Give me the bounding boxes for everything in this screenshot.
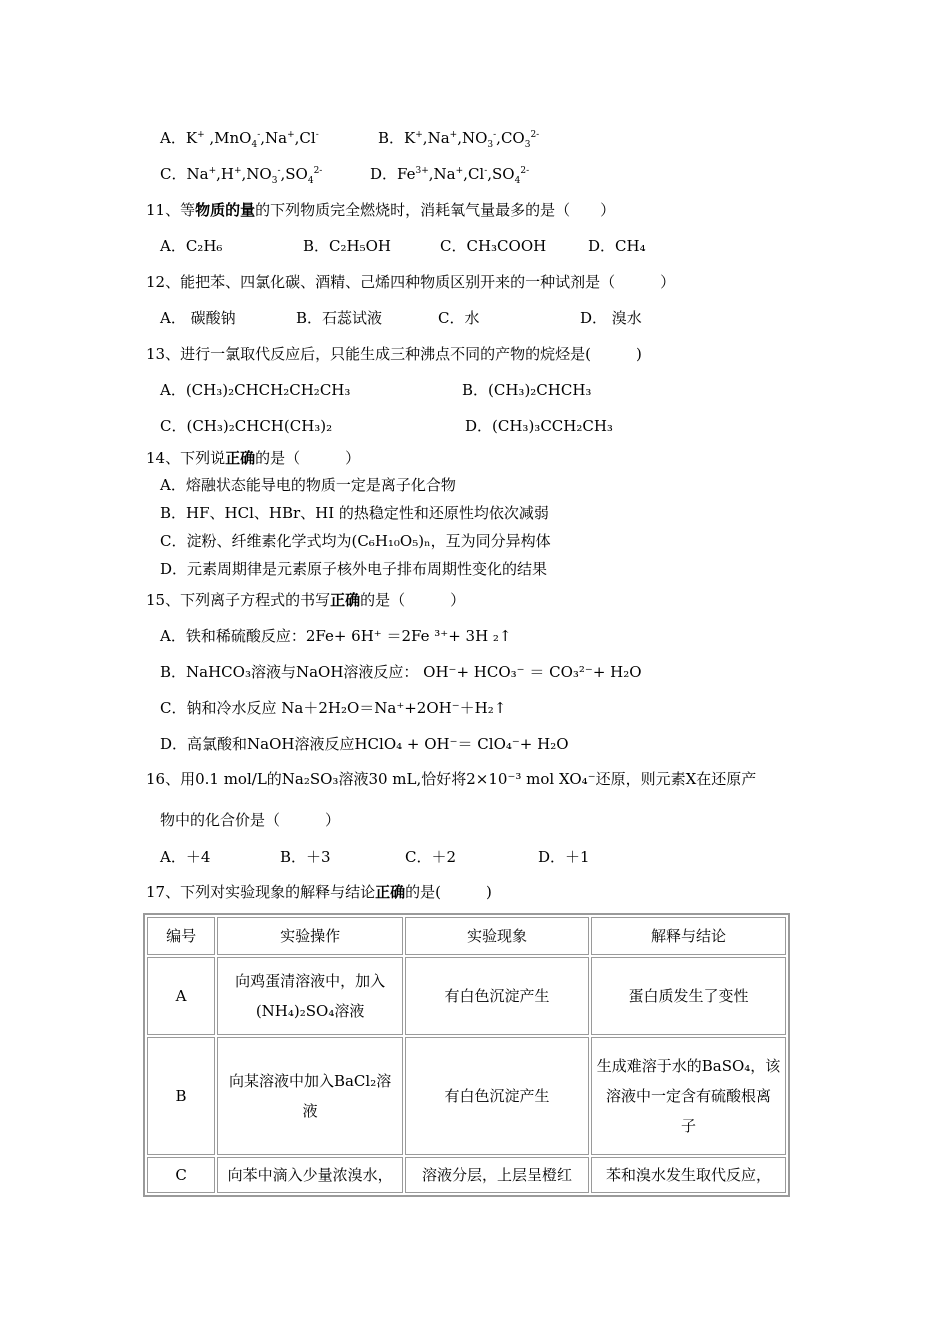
question-text: 的是（ ） bbox=[360, 591, 466, 609]
question-text: 15、下列离子方程式的书写 bbox=[146, 591, 331, 609]
formula-part: K bbox=[185, 129, 198, 147]
q14-option-c: C．淀粉、纤维素化学式均为(C₆H₁₀O₅)ₙ，互为同分异构体 bbox=[160, 532, 551, 550]
operation-cell bbox=[217, 1037, 403, 1155]
question-14 bbox=[146, 448, 360, 468]
q12-option-d: D． 溴水 bbox=[580, 309, 642, 327]
row-id: B bbox=[147, 1037, 215, 1155]
row-id: A bbox=[147, 957, 215, 1035]
question-emphasis: 正确 bbox=[225, 449, 256, 467]
table-row bbox=[147, 1157, 786, 1193]
question-15 bbox=[146, 590, 465, 610]
q15-option-d: D．高氯酸和NaOH溶液反应HClO₄ + OH⁻＝ ClO₄⁻+ H₂O bbox=[160, 735, 569, 753]
q16-option-b: B．＋3 bbox=[280, 848, 331, 866]
cell-line: 向苯中滴入少量浓溴水， bbox=[227, 1166, 393, 1184]
q13-option-c: C．(CH₃)₂CHCH(CH₃)₂ bbox=[160, 417, 333, 435]
q16-option-d: D．＋1 bbox=[538, 848, 590, 866]
formula-part: ,NO bbox=[457, 129, 488, 147]
q15-option-b: B．NaHCO₃溶液与NaOH溶液反应： OH⁻+ HCO₃⁻ ＝ CO₃²⁻+ H₂O bbox=[160, 663, 642, 681]
question-text: 的下列物质完全燃烧时，消耗氧气量最多的是（ ） bbox=[255, 201, 616, 219]
formula-part: ,NO bbox=[241, 165, 272, 183]
question-17 bbox=[146, 882, 492, 902]
question-16-line-2: 物中的化合价是（ ） bbox=[160, 811, 341, 829]
cell-line: 液 bbox=[302, 1102, 318, 1120]
formula-part: ,Cl bbox=[463, 165, 485, 183]
row-id: C bbox=[147, 1157, 215, 1193]
q14-option-a: A．熔融状态能导电的物质一定是离子化合物 bbox=[160, 476, 456, 494]
q11-option-b: B．C₂H₅OH bbox=[303, 237, 391, 255]
conclusion-cell bbox=[591, 1037, 786, 1155]
q14-option-b: B．HF、HCl、HBr、HI 的热稳定性和还原性均依次减弱 bbox=[160, 504, 549, 522]
formula-part: ,Cl bbox=[294, 129, 316, 147]
cell-line: 生成难溶于水的BaSO₄，该 bbox=[596, 1057, 781, 1075]
conclusion-cell bbox=[591, 1157, 786, 1193]
question-text: 的是（ ） bbox=[255, 449, 361, 467]
formula-part: ,H bbox=[216, 165, 234, 183]
formula-part: ,Na bbox=[428, 165, 456, 183]
formula-part: ,SO bbox=[487, 165, 515, 183]
phenomenon-cell: 有白色沉淀产生 bbox=[405, 1037, 589, 1155]
formula-part: ,Na bbox=[260, 129, 288, 147]
question-emphasis: 物质的量 bbox=[195, 201, 256, 219]
table-header-row bbox=[147, 917, 786, 955]
q11-option-d: D．CH₄ bbox=[588, 237, 646, 255]
phenomenon-cell: 有白色沉淀产生 bbox=[405, 957, 589, 1035]
q13-option-d: D．(CH₃)₃CCH₂CH₃ bbox=[465, 417, 613, 435]
q12-option-a: A． 碳酸钠 bbox=[160, 309, 236, 327]
question-16-line-1: 16、用0.1 mol/L的Na₂SO₃溶液30 mL,恰好将2×10⁻³ mol XO₄⁻还原，则元素X在还原产 bbox=[146, 770, 757, 788]
formula-part: Fe bbox=[397, 165, 416, 183]
formula-part: Na bbox=[186, 165, 209, 183]
option-key: C． bbox=[160, 165, 187, 183]
header-cell: 编号 bbox=[147, 917, 215, 955]
q10-option-b: B．$K^+,Na^+,NO_3^-,CO_3^{2-}$ bbox=[378, 129, 540, 150]
question-text: 的是( ) bbox=[405, 883, 492, 901]
question-text: 14、下列说 bbox=[146, 449, 226, 467]
table-row bbox=[147, 1037, 786, 1155]
q14-option-d: D．元素周期律是元素原子核外电子排布周期性变化的结果 bbox=[160, 560, 548, 578]
q15-option-c: C．钠和冷水反应 Na＋2H₂O＝Na⁺+2OH⁻＋H₂↑ bbox=[160, 699, 507, 717]
operation-cell bbox=[217, 1157, 403, 1193]
question-11 bbox=[146, 200, 615, 220]
cell-line: 向某溶液中加入BaCl₂溶 bbox=[228, 1072, 392, 1090]
formula-part: ,Na bbox=[422, 129, 450, 147]
question-text: 11、等 bbox=[146, 201, 196, 219]
cell-line: (NH₄)₂SO₄溶液 bbox=[255, 1002, 365, 1020]
question-text: 17、下列对实验现象的解释与结论 bbox=[146, 883, 376, 901]
question-emphasis: 正确 bbox=[330, 591, 361, 609]
question-emphasis: 正确 bbox=[375, 883, 406, 901]
q12-option-c: C．水 bbox=[438, 309, 480, 327]
cell-line: 溶液中一定含有硫酸根离 bbox=[606, 1087, 772, 1105]
q16-option-c: C．＋2 bbox=[405, 848, 457, 866]
formula-part: K bbox=[404, 129, 416, 147]
option-key: D． bbox=[370, 165, 398, 183]
q15-option-a: A．铁和稀硫酸反应：2Fe+ 6H⁺ ＝2Fe ³⁺+ 3H ₂↑ bbox=[160, 627, 512, 645]
experiment-table bbox=[143, 913, 790, 1197]
operation-cell bbox=[217, 957, 403, 1035]
formula-part: ,SO bbox=[280, 165, 308, 183]
cell-line: 蛋白质发生了变性 bbox=[628, 987, 749, 1005]
q10-option-a: A．K+ ,MnO$_4$-,Na+,Cl- bbox=[160, 129, 319, 150]
q11-option-c: C．CH₃COOH bbox=[440, 237, 547, 255]
table-row bbox=[147, 957, 786, 1035]
q10-option-d: D．$Fe^{3+},Na^+,Cl^-,SO_4^{2-}$ bbox=[370, 165, 530, 186]
header-cell: 实验现象 bbox=[405, 917, 589, 955]
formula-part: ,MnO bbox=[204, 129, 252, 147]
q11-option-a: A．C₂H₆ bbox=[160, 237, 223, 255]
question-12: 12、能把苯、四氯化碳、酒精、己烯四种物质区别开来的一种试剂是（ ） bbox=[146, 273, 676, 291]
option-key: B． bbox=[378, 129, 405, 147]
header-cell: 实验操作 bbox=[217, 917, 403, 955]
option-key: A． bbox=[160, 129, 186, 147]
conclusion-cell bbox=[591, 957, 786, 1035]
formula-part: ,CO bbox=[496, 129, 525, 147]
header-cell: 解释与结论 bbox=[591, 917, 786, 955]
q16-option-a: A．＋4 bbox=[160, 848, 211, 866]
q10-option-c: C．$Na^+,H^+,NO_3^-,SO_4^{2-}$ bbox=[160, 165, 323, 186]
cell-line: 子 bbox=[681, 1117, 697, 1135]
q13-option-b: B．(CH₃)₂CHCH₃ bbox=[462, 381, 592, 399]
question-13: 13、进行一氯取代反应后，只能生成三种沸点不同的产物的烷烃是( ) bbox=[146, 345, 642, 363]
q12-option-b: B．石蕊试液 bbox=[296, 309, 383, 327]
phenomenon-cell: 溶液分层，上层呈橙红 bbox=[405, 1157, 589, 1193]
cell-line: 向鸡蛋清溶液中，加入 bbox=[235, 972, 386, 990]
q13-option-a: A．(CH₃)₂CHCH₂CH₂CH₃ bbox=[160, 381, 351, 399]
cell-line: 苯和溴水发生取代反应， bbox=[606, 1166, 772, 1184]
